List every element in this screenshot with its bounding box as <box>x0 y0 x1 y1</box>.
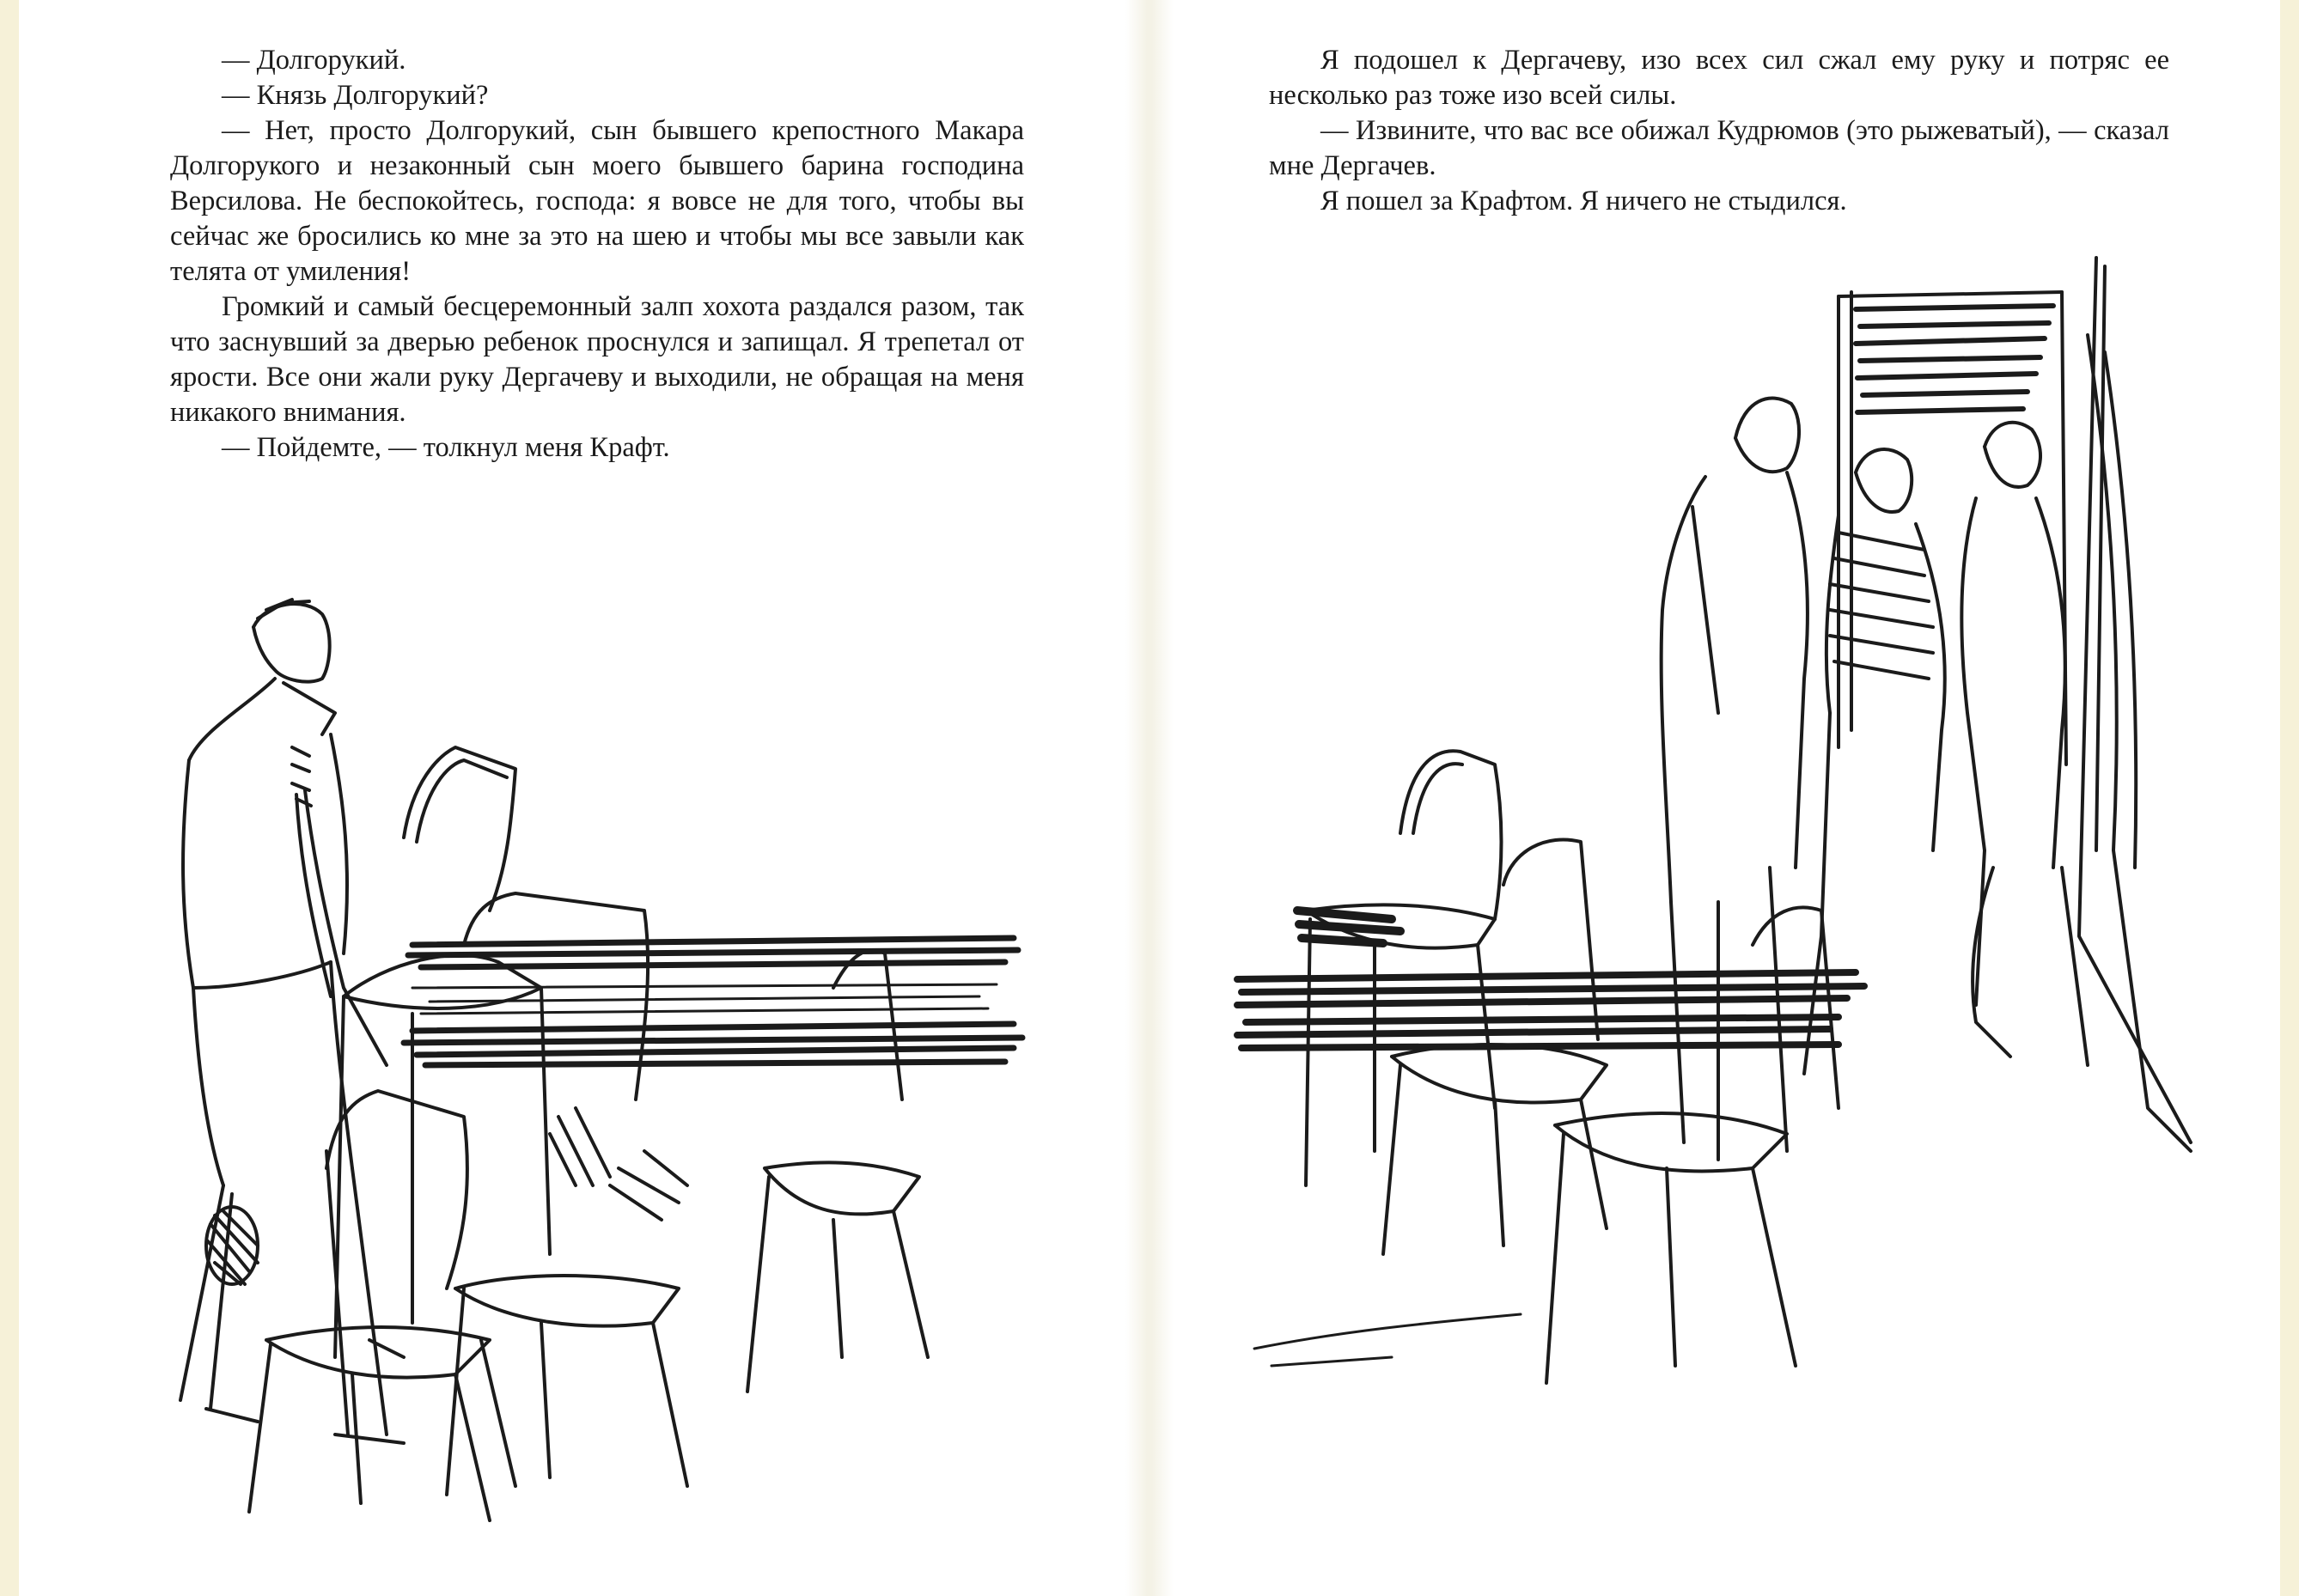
paragraph: — Извините, что вас все обижал Кудрюмов (это рыжеватый), — сказал мне Дергачев. <box>1269 115 2169 181</box>
figures-sketch <box>1662 335 2191 1160</box>
paragraph: Я подошел к Дергачеву, изо всех сил сжал ему руку и потряс ее несколько раз тоже изо всей силы. <box>1269 45 2169 111</box>
paragraph: — Нет, просто Долгорукий, сын бывшего крепостного Макара Долгорукого и незаконный сын моего бывшего барина господина Версилова. Не беспокойтесь, господа: я вовсе не для того, чтобы вы сейчас же бросились ко мне за это на шею и чтобы мы все завыли как телята от умиления! <box>170 115 1024 287</box>
left-page-text <box>170 43 1024 466</box>
chairs-sketch <box>1254 751 1839 1383</box>
right-page-text <box>1269 43 2169 219</box>
paragraph: — Князь Долгорукий? <box>222 80 489 111</box>
chairs-sketch <box>249 747 928 1520</box>
left-page-edge <box>0 0 19 1596</box>
hat-sketch <box>206 1207 258 1284</box>
paragraph: — Пойдемте, — толкнул меня Крафт. <box>222 432 670 463</box>
left-illustration <box>129 584 1057 1538</box>
book-gutter <box>1125 0 1174 1596</box>
right-page-edge <box>2280 0 2299 1596</box>
man-figure-sketch <box>180 600 404 1443</box>
right-illustration <box>1237 249 2199 1435</box>
paragraph: Громкий и самый бесцеремонный залп хохота раздался разом, так что заснувший за дверью ребенок проснулся и запищал. Я трепетал от ярости. Все они жали руку Дергачеву и выходили, не обращая на меня никакого внимания. <box>170 291 1024 428</box>
table-sketch <box>1237 972 1864 1048</box>
paragraph: — Долгорукий. <box>222 45 406 76</box>
paragraph: Я пошел за Крафтом. Я ничего не стыдился. <box>1320 186 1847 216</box>
